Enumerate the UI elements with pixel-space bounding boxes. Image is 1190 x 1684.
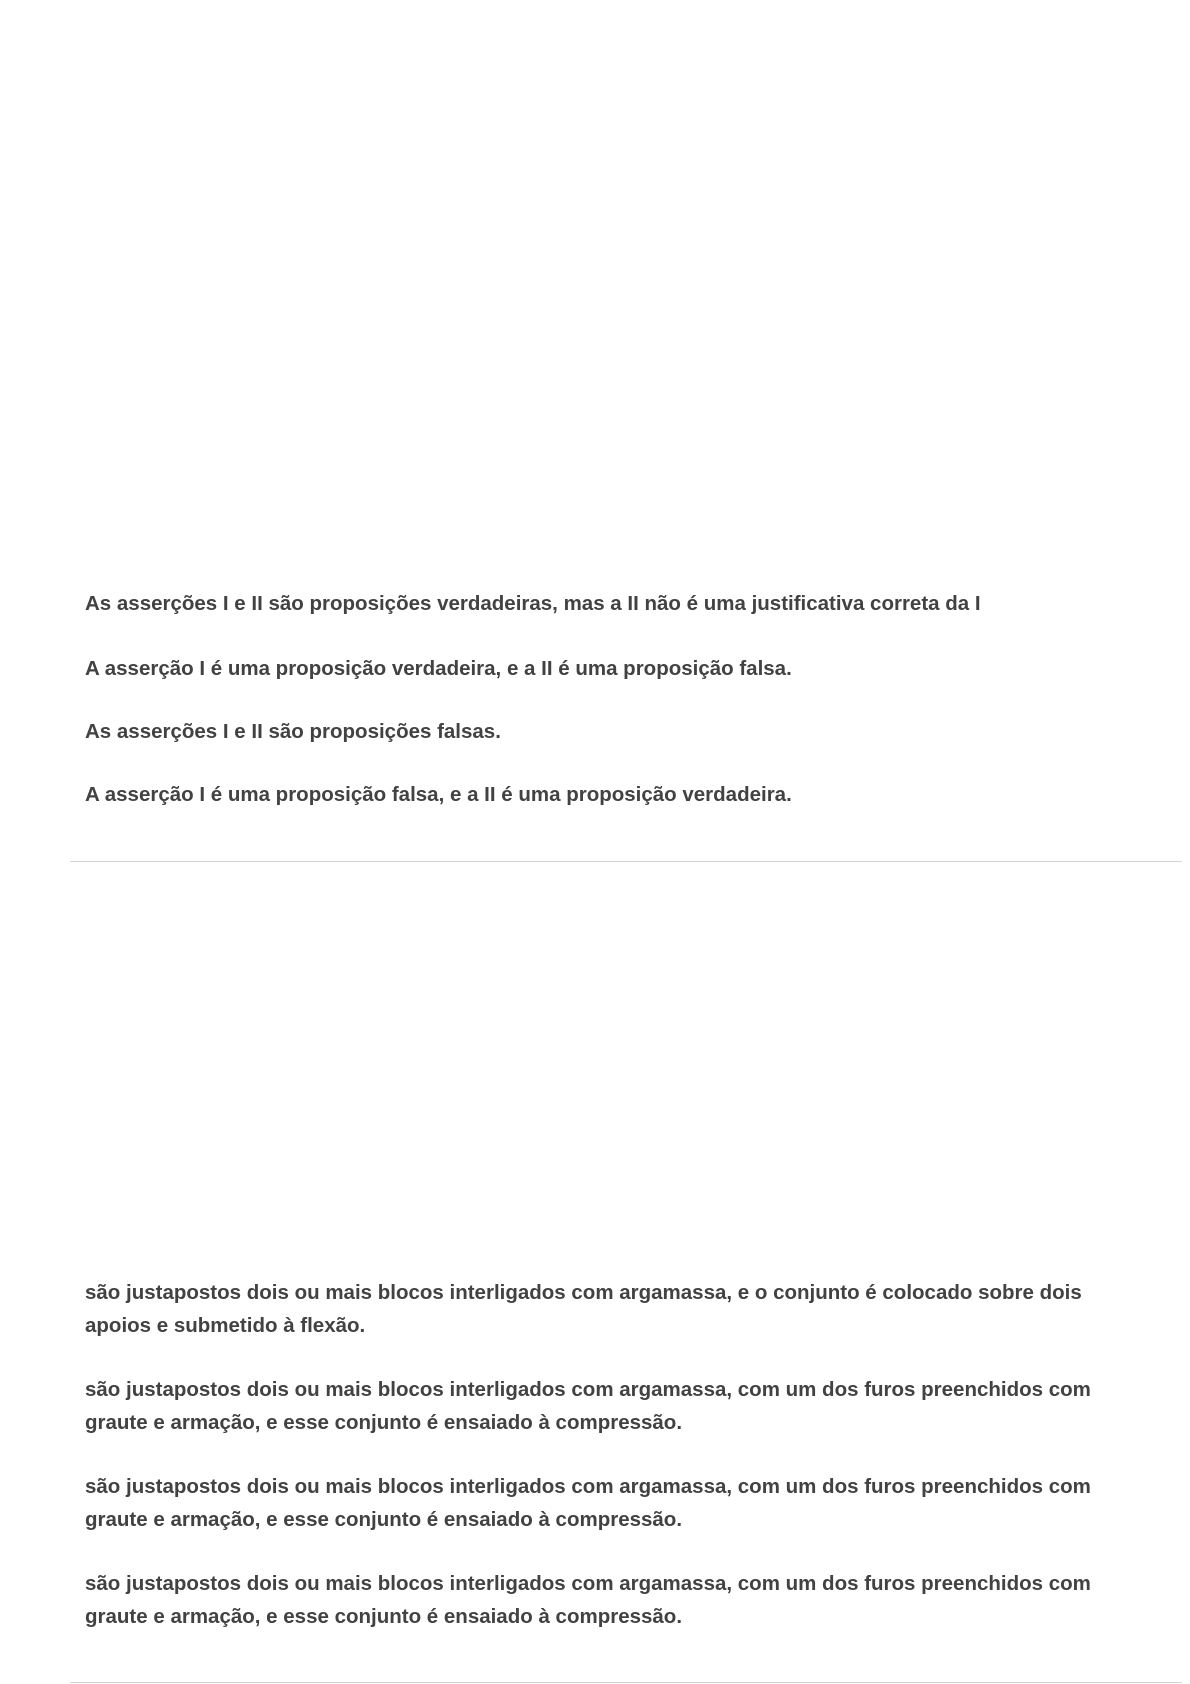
answer-option-3[interactable]: As asserções I e II são proposições falsas. (85, 720, 501, 743)
answer-option-1[interactable]: As asserções I e II são proposições verdadeiras, mas a II não é uma justificativa correta da I (85, 592, 981, 615)
answer-option-3[interactable]: são justapostos dois ou mais blocos interligados com argamassa, com um dos furos preenchidos com graute e armação, e esse conjunto é ensaiado à compressão. (85, 1475, 1091, 1531)
answer-option-4[interactable]: são justapostos dois ou mais blocos interligados com argamassa, com um dos furos preenchidos com graute e armação, e esse conjunto é ensaiado à compressão. (85, 1572, 1091, 1628)
answer-option-2[interactable]: A asserção I é uma proposição verdadeira, e a II é uma proposição falsa. (85, 657, 792, 680)
answer-option-2[interactable]: são justapostos dois ou mais blocos interligados com argamassa, com um dos furos preenchidos com graute e armação, e esse conjunto é ensaiado à compressão. (85, 1378, 1091, 1434)
answer-option-1[interactable]: são justapostos dois ou mais blocos interligados com argamassa, e o conjunto é colocado sobre dois apoios e submetido à flexão. (85, 1281, 1082, 1337)
answer-option-4[interactable]: A asserção I é uma proposição falsa, e a II é uma proposição verdadeira. (85, 783, 792, 806)
question-divider (70, 1682, 1182, 1683)
question-divider (70, 861, 1182, 862)
